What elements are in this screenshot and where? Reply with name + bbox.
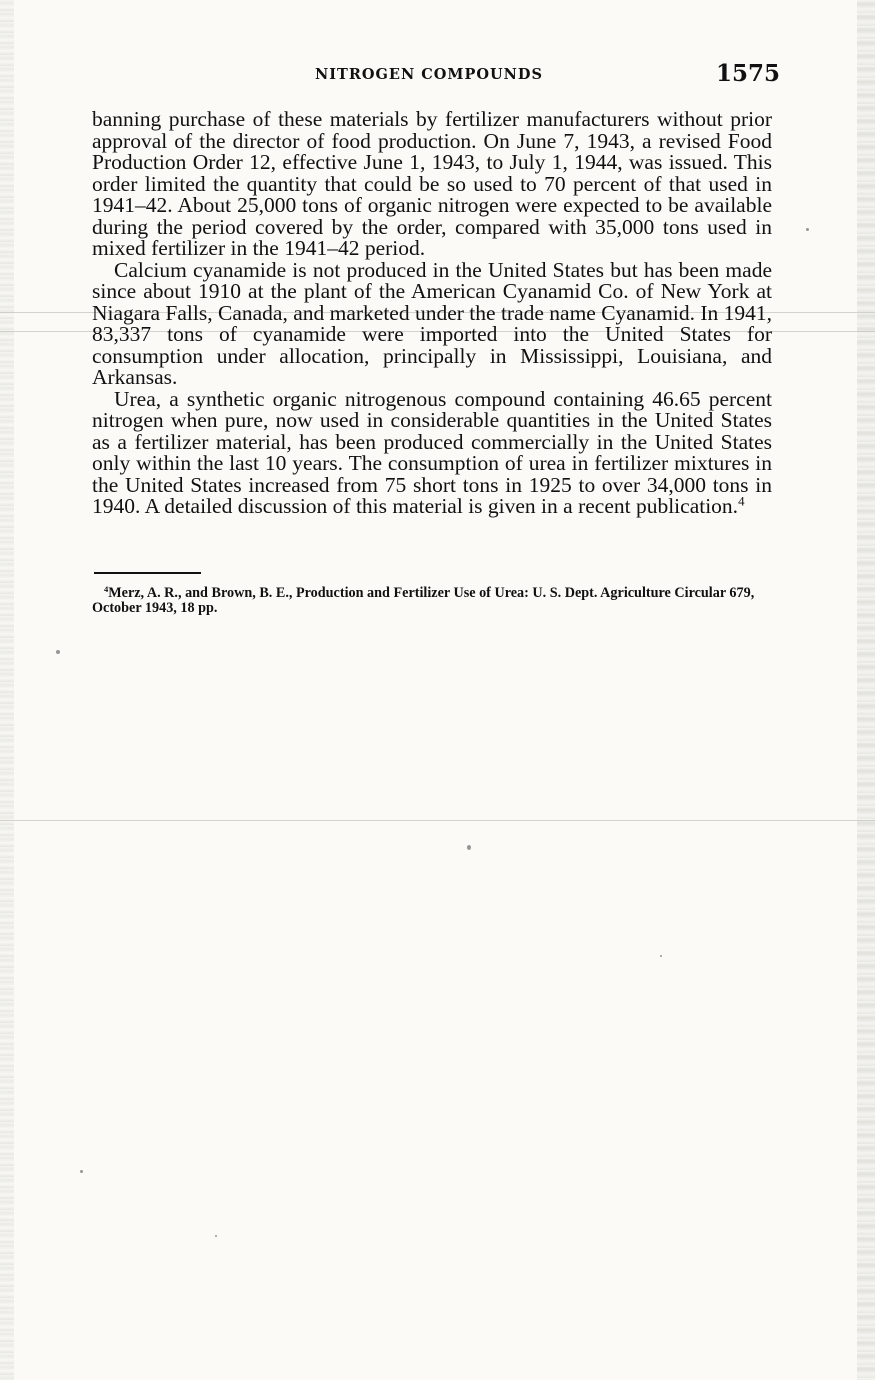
footnote: [92, 583, 772, 616]
scan-speck: [467, 845, 471, 850]
scan-speck: [806, 228, 809, 231]
footnote-text: Merz, A. R., and Brown, B. E., Production and Fertilizer Use of Urea: U. S. Dept. Agriculture Circular 679, October 1943, 18 pp.: [92, 585, 755, 616]
body-text: [92, 109, 772, 518]
footnote-marker: 4: [104, 583, 109, 594]
scan-edge-left: [0, 0, 14, 1380]
scan-speck: [215, 1235, 217, 1237]
paragraph-text: Urea, a synthetic organic nitrogenous compound containing 46.65 percent nitrogen when pure, now used in considerable quantities in the United States as a fertilizer material, has been produced commercially in the United States only within the last 10 years. The consumption of urea in fertilizer mixtures in the United States increased from 75 short tons in 1925 to over 34,000 tons in 1940. A detailed discussion of this material is given in a recent publication.: [92, 386, 772, 518]
scan-speck: [56, 650, 60, 654]
scan-artifact-line: [0, 820, 875, 821]
paragraph: Calcium cyanamide is not produced in the United States but has been made since about 1910 at the plant of the American Cyanamid Co. of New York at Niagara Falls, Canada, and marketed under the trade name Cyanamid. In 1941, 83,337 tons of cyanamide were imported into the United States for consumption under allocation, principally in Mississippi, Louisiana, and Arkansas.: [92, 257, 773, 389]
footnote-rule: [94, 572, 201, 574]
page-number: 1575: [716, 60, 781, 87]
paragraph: banning purchase of these materials by fertilizer manufacturers without prior approval of the director of food production. On June 7, 1943, a revised Food Production Order 12, effective June 1, 1943, to July 1, 1944, was issued. This order limited the quantity that could be so used to 70 percent of that used in 1941–42. About 25,000 tons of organic nitrogen were expected to be available during the period covered by the order, compared with 35,000 tons used in mixed fertilizer in the 1941–42 period.: [92, 107, 772, 260]
scan-speck: [80, 1170, 83, 1173]
paragraph: [92, 386, 772, 518]
scan-edge-right: [857, 0, 875, 1380]
running-title: NITROGEN COMPOUNDS: [315, 66, 543, 83]
scan-speck: [660, 955, 662, 957]
footnote-reference: 4: [738, 494, 745, 509]
